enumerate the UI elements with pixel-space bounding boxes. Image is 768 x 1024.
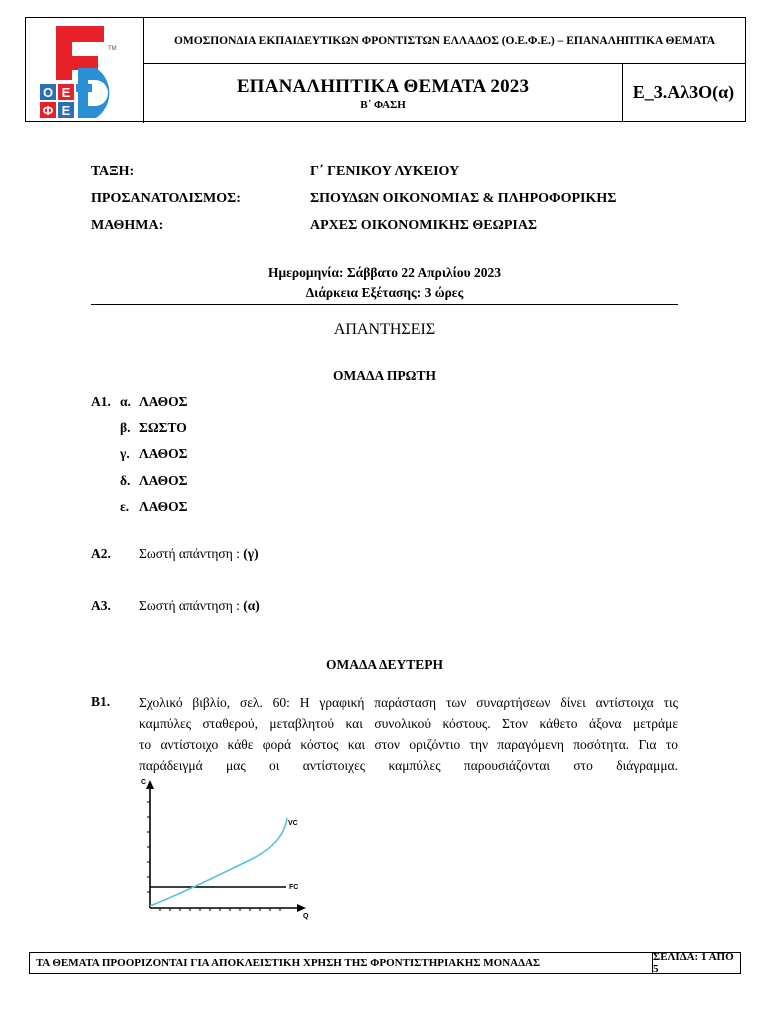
exam-duration: Διάρκεια Εξέτασης: 3 ώρες (305, 285, 464, 300)
divider (91, 304, 678, 305)
a3-label: Α3. (91, 598, 111, 613)
a1-letter-d: δ. (120, 473, 131, 488)
a2-choice: (γ) (243, 546, 259, 561)
a1-letter-c: γ. (120, 446, 130, 461)
oefe-logo-graphic (26, 18, 144, 123)
b1-line-3: το αντίστοιχο κάθε φορά κόστος και στον οριζόντιο την παραγόμενη ποσότητα. Για το (139, 737, 678, 752)
a1-answer-c: ΛΑΘΟΣ (139, 446, 188, 461)
group-two-heading: ΟΜΑΔΑ ΔΕΥΤΕΡΗ (325, 657, 444, 672)
x-axis-arrow (297, 904, 306, 912)
page-number: ΣΕΛΙΔΑ: 1 ΑΠΟ 5 (652, 953, 740, 973)
info-subject-value: ΑΡΧΕΣ ΟΙΚΟΝΟΜΙΚΗΣ ΘΕΩΡΙΑΣ (310, 218, 538, 233)
a1-answer-e: ΛΑΘΟΣ (139, 499, 188, 514)
x-axis-label: Q (303, 913, 309, 920)
b1-line-1: Σχολικό βιβλίο, σελ. 60: Η γραφική παράσταση των συναρτήσεων δίνει αντίστοιχα τις (139, 695, 678, 710)
info-orientation-value: ΣΠΟΥΔΩΝ ΟΙΚΟΝΟΜΙΑΣ & ΠΛΗΡΟΦΟΡΙΚΗΣ (310, 191, 617, 206)
b1-line-4: παράδειγμά μας οι αντίστοιχες καμπύλες παρουσιάζονται στο διάγραμμα. (139, 758, 678, 773)
phase-label: Β΄ ΦΑΣΗ (360, 99, 406, 111)
document-header (25, 17, 746, 122)
a1-answer-d: ΛΑΘΟΣ (139, 473, 188, 488)
a1-letter-b: β. (120, 420, 131, 435)
logo-letter-4: Ε (61, 103, 71, 118)
a1-letter-e: ε. (120, 499, 130, 514)
info-class-label: ΤΑΞΗ: (91, 164, 135, 179)
a3-answer (139, 598, 260, 614)
a1-answer-b: ΣΩΣΤΟ (139, 420, 187, 435)
logo-letter-3: Φ (42, 103, 54, 118)
info-subject-label: ΜΑΘΗΜΑ: (91, 218, 164, 233)
logo-letter-2: Ε (61, 85, 71, 100)
a2-text: Σωστή απάντηση : (139, 546, 244, 561)
a2-label: Α2. (91, 546, 111, 561)
a1-answer-a: ΛΑΘΟΣ (139, 394, 188, 409)
a3-text: Σωστή απάντηση : (139, 598, 244, 613)
b1-line-2: καμπύλες σταθερού, μεταβλητού και συνολικού κόστους. Στον κάθετο άξονα μετράμε (139, 716, 678, 731)
y-axis-label: C (141, 779, 147, 786)
a1-letter-a: α. (120, 394, 131, 409)
exam-date: Ημερομηνία: Σάββατο 22 Απριλίου 2023 (268, 265, 501, 280)
page-footer (29, 952, 741, 974)
a3-choice: (α) (243, 598, 260, 613)
a1-label: Α1. (91, 394, 111, 409)
group-one-heading: ΟΜΑΔΑ ΠΡΩΤΗ (333, 368, 436, 383)
document-title: ΕΠΑΝΑΛΗΠΤΙΚΑ ΘΕΜΑΤΑ 2023 (236, 76, 530, 97)
footer-notice: ΤΑ ΘΕΜΑΤΑ ΠΡΟΟΡΙΖΟΝΤΑΙ ΓΙΑ ΑΠΟΚΛΕΙΣΤΙΚΗ ΧΡΗΣΗ ΤΗΣ ΦΡΟΝΤΙΣΤΗΡΙΑΚΗΣ ΜΟΝΑΔΑΣ (36, 957, 541, 969)
info-class-value: Γ΄ ΓΕΝΙΚΟΥ ΛΥΚΕΙΟΥ (310, 164, 460, 179)
cost-curves-diagram (135, 772, 315, 922)
answers-heading: ΑΠΑΝΤΗΣΕΙΣ (333, 321, 436, 338)
vc-curve (150, 818, 287, 906)
y-axis-arrow (146, 780, 154, 789)
info-orientation-label: ΠΡΟΣΑΝΑΤΟΛΙΣΜΟΣ: (91, 191, 241, 206)
exam-code: Ε_3.Αλ3Ο(α) (632, 81, 735, 102)
title-block (144, 63, 623, 121)
a2-answer (139, 546, 259, 562)
vc-curve-label: VC (288, 820, 298, 827)
fc-curve-label: FC (289, 884, 299, 891)
logo-letter-1: Ο (42, 85, 54, 100)
oefe-logo (26, 18, 144, 123)
b1-label: Β1. (91, 694, 111, 709)
b1-paragraph (139, 692, 678, 776)
organization-name: ΟΜΟΣΠΟΝΔΙΑ ΕΚΠΑΙΔΕΥΤΙΚΩΝ ΦΡΟΝΤΙΣΤΩΝ ΕΛΛΑΔΟΣ (Ο.Ε.Φ.Ε.) – ΕΠΑΝΑΛΗΠΤΙΚΑ ΘΕΜΑΤΑ (144, 18, 745, 64)
logo-trademark: TM (108, 46, 117, 52)
